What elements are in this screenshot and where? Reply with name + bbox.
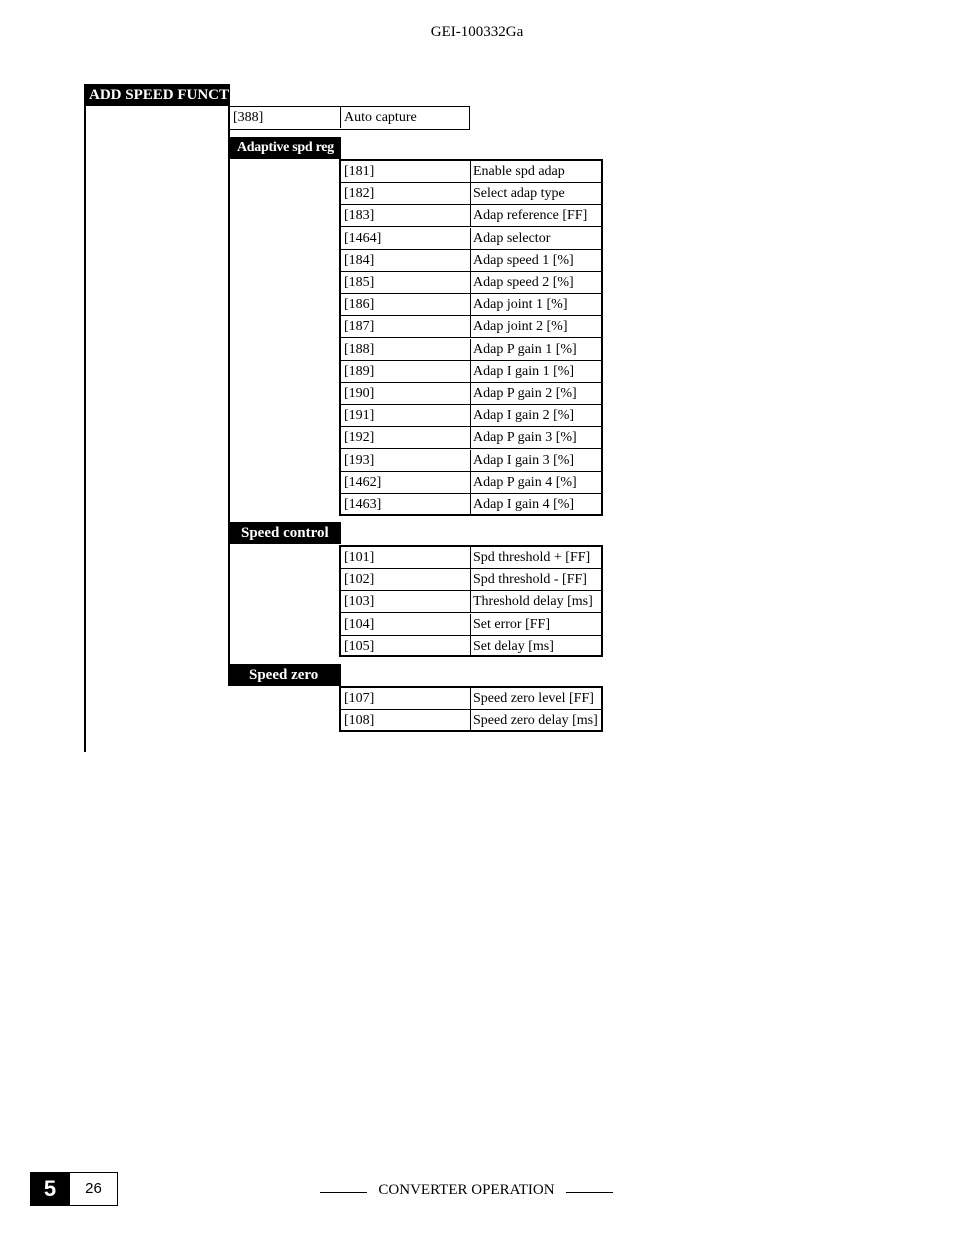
param-row[interactable] (341, 710, 601, 732)
param-label: Adap I gain 1 [%] (473, 363, 575, 379)
param-code: [192] (341, 427, 471, 448)
param-row[interactable] (341, 183, 601, 205)
param-row[interactable] (341, 405, 601, 427)
param-label: Speed zero level [FF] (473, 691, 594, 706)
group-header-adaptive-spd-reg[interactable]: Adaptive spd reg (229, 137, 341, 159)
group-header-speed-control[interactable]: Speed control (229, 522, 341, 544)
param-code: [182] (341, 183, 471, 204)
tree-line-main (84, 84, 86, 752)
param-row[interactable] (341, 450, 601, 472)
param-label: Adap I gain 4 [%] (473, 497, 575, 512)
param-code: [189] (341, 361, 471, 382)
param-label: Adap joint 2 [%] (473, 319, 568, 335)
param-code: [1462] (341, 472, 471, 493)
param-code: [185] (341, 272, 471, 293)
param-label: Select adap type (473, 186, 565, 202)
param-row[interactable] (341, 569, 601, 591)
param-label: Adap I gain 3 [%] (473, 452, 575, 468)
param-code: [103] (341, 591, 471, 612)
param-label: Adap speed 1 [%] (473, 252, 574, 268)
top-item-row[interactable] (229, 106, 470, 130)
param-row[interactable] (341, 250, 601, 272)
param-row[interactable] (341, 547, 601, 569)
param-label: Spd threshold + [FF] (473, 550, 591, 565)
param-code: [1463] (341, 494, 471, 515)
param-label: Adap I gain 2 [%] (473, 408, 575, 424)
group-table-speed-zero (339, 686, 603, 732)
param-row[interactable] (341, 361, 601, 383)
param-code: [104] (341, 614, 471, 635)
group-header-speed-zero[interactable]: Speed zero (229, 664, 341, 686)
page-number: 26 (70, 1172, 118, 1206)
tree-line-groups (228, 106, 230, 686)
param-code: [108] (341, 710, 471, 731)
param-code: [187] (341, 316, 471, 337)
param-code: [190] (341, 383, 471, 404)
footer-rule-right (566, 1192, 613, 1193)
group-table-speed-control (339, 545, 603, 657)
param-code: [184] (341, 250, 471, 271)
menu-title: ADD SPEED FUNCT (84, 84, 230, 106)
param-code: [102] (341, 569, 471, 590)
param-row[interactable] (341, 294, 601, 316)
param-label: Adap P gain 4 [%] (473, 474, 577, 490)
document-id: GEI-100332Ga (430, 24, 524, 40)
footer-title: CONVERTER OPERATION (378, 1182, 555, 1198)
param-label: Enable spd adap (473, 164, 565, 179)
param-row[interactable] (341, 614, 601, 636)
param-label: Adap P gain 2 [%] (473, 386, 577, 401)
param-code: [186] (341, 294, 471, 315)
param-code: [101] (341, 547, 471, 568)
param-row[interactable] (341, 383, 601, 405)
param-row[interactable] (341, 591, 601, 613)
group-table-adaptive-spd-reg (339, 159, 603, 516)
param-code: [183] (341, 205, 471, 226)
param-label: Set delay [ms] (473, 638, 554, 654)
param-label: Adap selector (473, 230, 551, 246)
param-code: [181] (341, 161, 471, 182)
top-item-label: Auto capture (344, 110, 417, 125)
param-code: [1464] (341, 228, 471, 249)
param-row[interactable] (341, 228, 601, 250)
param-code: [107] (341, 688, 471, 709)
param-row[interactable] (341, 688, 601, 710)
top-item-code: [388] (230, 107, 341, 128)
param-code: [188] (341, 339, 471, 360)
param-code: [191] (341, 405, 471, 426)
param-row[interactable] (341, 472, 601, 494)
param-label: Adap reference [FF] (473, 208, 588, 224)
param-label: Speed zero delay [ms] (473, 713, 598, 729)
param-row[interactable] (341, 339, 601, 361)
param-row[interactable] (341, 494, 601, 516)
param-label: Adap P gain 3 [%] (473, 430, 577, 446)
param-row[interactable] (341, 205, 601, 227)
param-label: Spd threshold - [FF] (473, 572, 587, 588)
param-label: Adap joint 1 [%] (473, 297, 568, 313)
chapter-number: 5 (30, 1172, 70, 1206)
param-row[interactable] (341, 427, 601, 449)
param-label: Adap P gain 1 [%] (473, 341, 577, 357)
param-code: [193] (341, 450, 471, 471)
param-code: [105] (341, 636, 471, 657)
param-row[interactable] (341, 272, 601, 294)
param-row[interactable] (341, 316, 601, 338)
param-label: Set error [FF] (473, 616, 550, 632)
param-label: Adap speed 2 [%] (473, 275, 574, 290)
param-row[interactable] (341, 636, 601, 658)
param-label: Threshold delay [ms] (473, 594, 593, 610)
param-row[interactable] (341, 161, 601, 183)
